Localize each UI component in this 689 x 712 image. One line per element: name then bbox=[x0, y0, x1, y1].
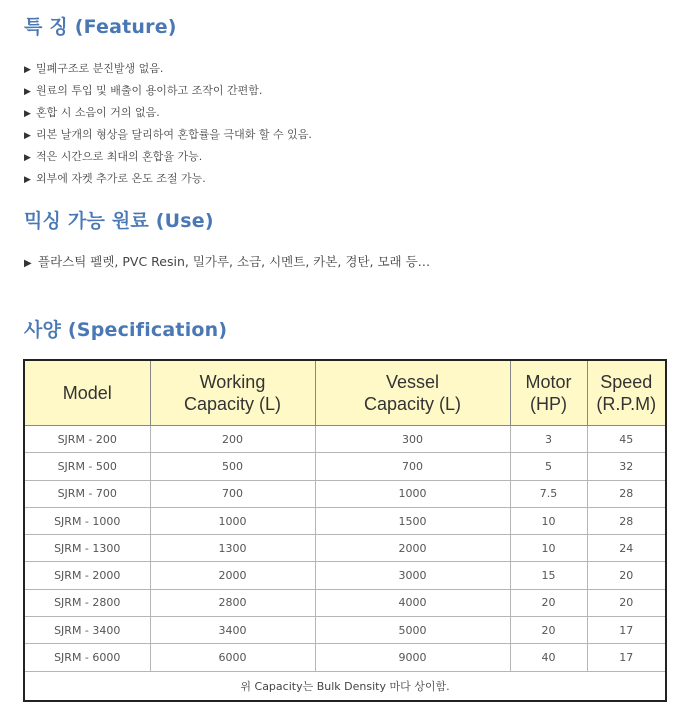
bullet-icon: ▶ bbox=[24, 175, 31, 185]
cell-motor: 20 bbox=[510, 617, 587, 644]
cell-vessel-capacity: 4000 bbox=[315, 589, 510, 616]
bullet-icon: ▶ bbox=[24, 87, 31, 97]
cell-working-capacity: 700 bbox=[150, 480, 315, 507]
cell-speed: 17 bbox=[587, 644, 666, 671]
cell-vessel-capacity: 1500 bbox=[315, 507, 510, 534]
bullet-icon: ▶ bbox=[24, 65, 31, 75]
table-row bbox=[24, 617, 666, 644]
header-working-capacity: Working Capacity (L) bbox=[150, 360, 315, 426]
cell-working-capacity: 2000 bbox=[150, 562, 315, 589]
table-row bbox=[24, 562, 666, 589]
cell-working-capacity: 1000 bbox=[150, 507, 315, 534]
bullet-icon: ▶ bbox=[24, 258, 32, 269]
use-materials-text: 플라스틱 펠렛, PVC Resin, 밀가루, 소금, 시멘트, 카본, 경탄, 모래 등… bbox=[38, 254, 431, 269]
header-model: Model bbox=[24, 360, 150, 426]
spec-table bbox=[23, 359, 667, 702]
use-title: 믹싱 가능 원료 (Use) bbox=[24, 210, 214, 232]
use-materials bbox=[24, 252, 430, 270]
cell-working-capacity: 500 bbox=[150, 453, 315, 480]
cell-model: SJRM - 200 bbox=[24, 426, 150, 453]
cell-model: SJRM - 6000 bbox=[24, 644, 150, 671]
cell-speed: 24 bbox=[587, 535, 666, 562]
cell-working-capacity: 200 bbox=[150, 426, 315, 453]
cell-motor: 10 bbox=[510, 535, 587, 562]
feature-list bbox=[24, 58, 312, 190]
cell-speed: 17 bbox=[587, 617, 666, 644]
cell-vessel-capacity: 2000 bbox=[315, 535, 510, 562]
cell-motor: 15 bbox=[510, 562, 587, 589]
feature-item bbox=[24, 168, 312, 190]
feature-item-text: 적은 시간으로 최대의 혼합율 가능. bbox=[36, 150, 203, 163]
table-row bbox=[24, 507, 666, 534]
cell-model: SJRM - 500 bbox=[24, 453, 150, 480]
cell-model: SJRM - 3400 bbox=[24, 617, 150, 644]
cell-motor: 7.5 bbox=[510, 480, 587, 507]
table-row bbox=[24, 644, 666, 671]
feature-item-text: 혼합 시 소음이 거의 없음. bbox=[36, 106, 160, 119]
spec-body bbox=[24, 426, 666, 701]
cell-vessel-capacity: 1000 bbox=[315, 480, 510, 507]
cell-model: SJRM - 2800 bbox=[24, 589, 150, 616]
cell-motor: 20 bbox=[510, 589, 587, 616]
table-row bbox=[24, 480, 666, 507]
cell-working-capacity: 2800 bbox=[150, 589, 315, 616]
feature-item-text: 밀폐구조로 분진발생 없음. bbox=[36, 62, 164, 75]
cell-speed: 20 bbox=[587, 589, 666, 616]
cell-model: SJRM - 1000 bbox=[24, 507, 150, 534]
cell-vessel-capacity: 300 bbox=[315, 426, 510, 453]
cell-working-capacity: 6000 bbox=[150, 644, 315, 671]
feature-item bbox=[24, 102, 312, 124]
table-row bbox=[24, 426, 666, 453]
table-row bbox=[24, 453, 666, 480]
header-speed: Speed (R.P.M) bbox=[587, 360, 666, 426]
spec-header-row bbox=[24, 360, 666, 426]
feature-title: 특 징 (Feature) bbox=[24, 16, 177, 38]
cell-vessel-capacity: 9000 bbox=[315, 644, 510, 671]
spec-title: 사양 (Specification) bbox=[24, 319, 228, 341]
cell-speed: 28 bbox=[587, 507, 666, 534]
bullet-icon: ▶ bbox=[24, 131, 31, 141]
cell-model: SJRM - 2000 bbox=[24, 562, 150, 589]
feature-item-text: 원료의 투입 및 배출이 용이하고 조작이 간편함. bbox=[36, 84, 263, 97]
cell-model: SJRM - 1300 bbox=[24, 535, 150, 562]
header-motor: Motor (HP) bbox=[510, 360, 587, 426]
table-row bbox=[24, 535, 666, 562]
table-row bbox=[24, 589, 666, 616]
cell-working-capacity: 3400 bbox=[150, 617, 315, 644]
cell-vessel-capacity: 5000 bbox=[315, 617, 510, 644]
cell-speed: 32 bbox=[587, 453, 666, 480]
cell-motor: 3 bbox=[510, 426, 587, 453]
cell-speed: 45 bbox=[587, 426, 666, 453]
note-row bbox=[24, 671, 666, 701]
feature-item bbox=[24, 80, 312, 102]
cell-motor: 40 bbox=[510, 644, 587, 671]
cell-vessel-capacity: 700 bbox=[315, 453, 510, 480]
cell-motor: 5 bbox=[510, 453, 587, 480]
feature-item-text: 외부에 자켓 추가로 온도 조절 가능. bbox=[36, 172, 206, 185]
cell-speed: 28 bbox=[587, 480, 666, 507]
cell-model: SJRM - 700 bbox=[24, 480, 150, 507]
cell-working-capacity: 1300 bbox=[150, 535, 315, 562]
bullet-icon: ▶ bbox=[24, 153, 31, 163]
cell-motor: 10 bbox=[510, 507, 587, 534]
bullet-icon: ▶ bbox=[24, 109, 31, 119]
feature-item-text: 리본 날개의 형상을 달리하여 혼합률을 극대화 할 수 있음. bbox=[36, 128, 312, 141]
header-vessel-capacity: Vessel Capacity (L) bbox=[315, 360, 510, 426]
feature-item bbox=[24, 58, 312, 80]
feature-item bbox=[24, 124, 312, 146]
capacity-note: 위 Capacity는 Bulk Density 마다 상이함. bbox=[24, 671, 666, 701]
cell-speed: 20 bbox=[587, 562, 666, 589]
cell-vessel-capacity: 3000 bbox=[315, 562, 510, 589]
feature-item bbox=[24, 146, 312, 168]
